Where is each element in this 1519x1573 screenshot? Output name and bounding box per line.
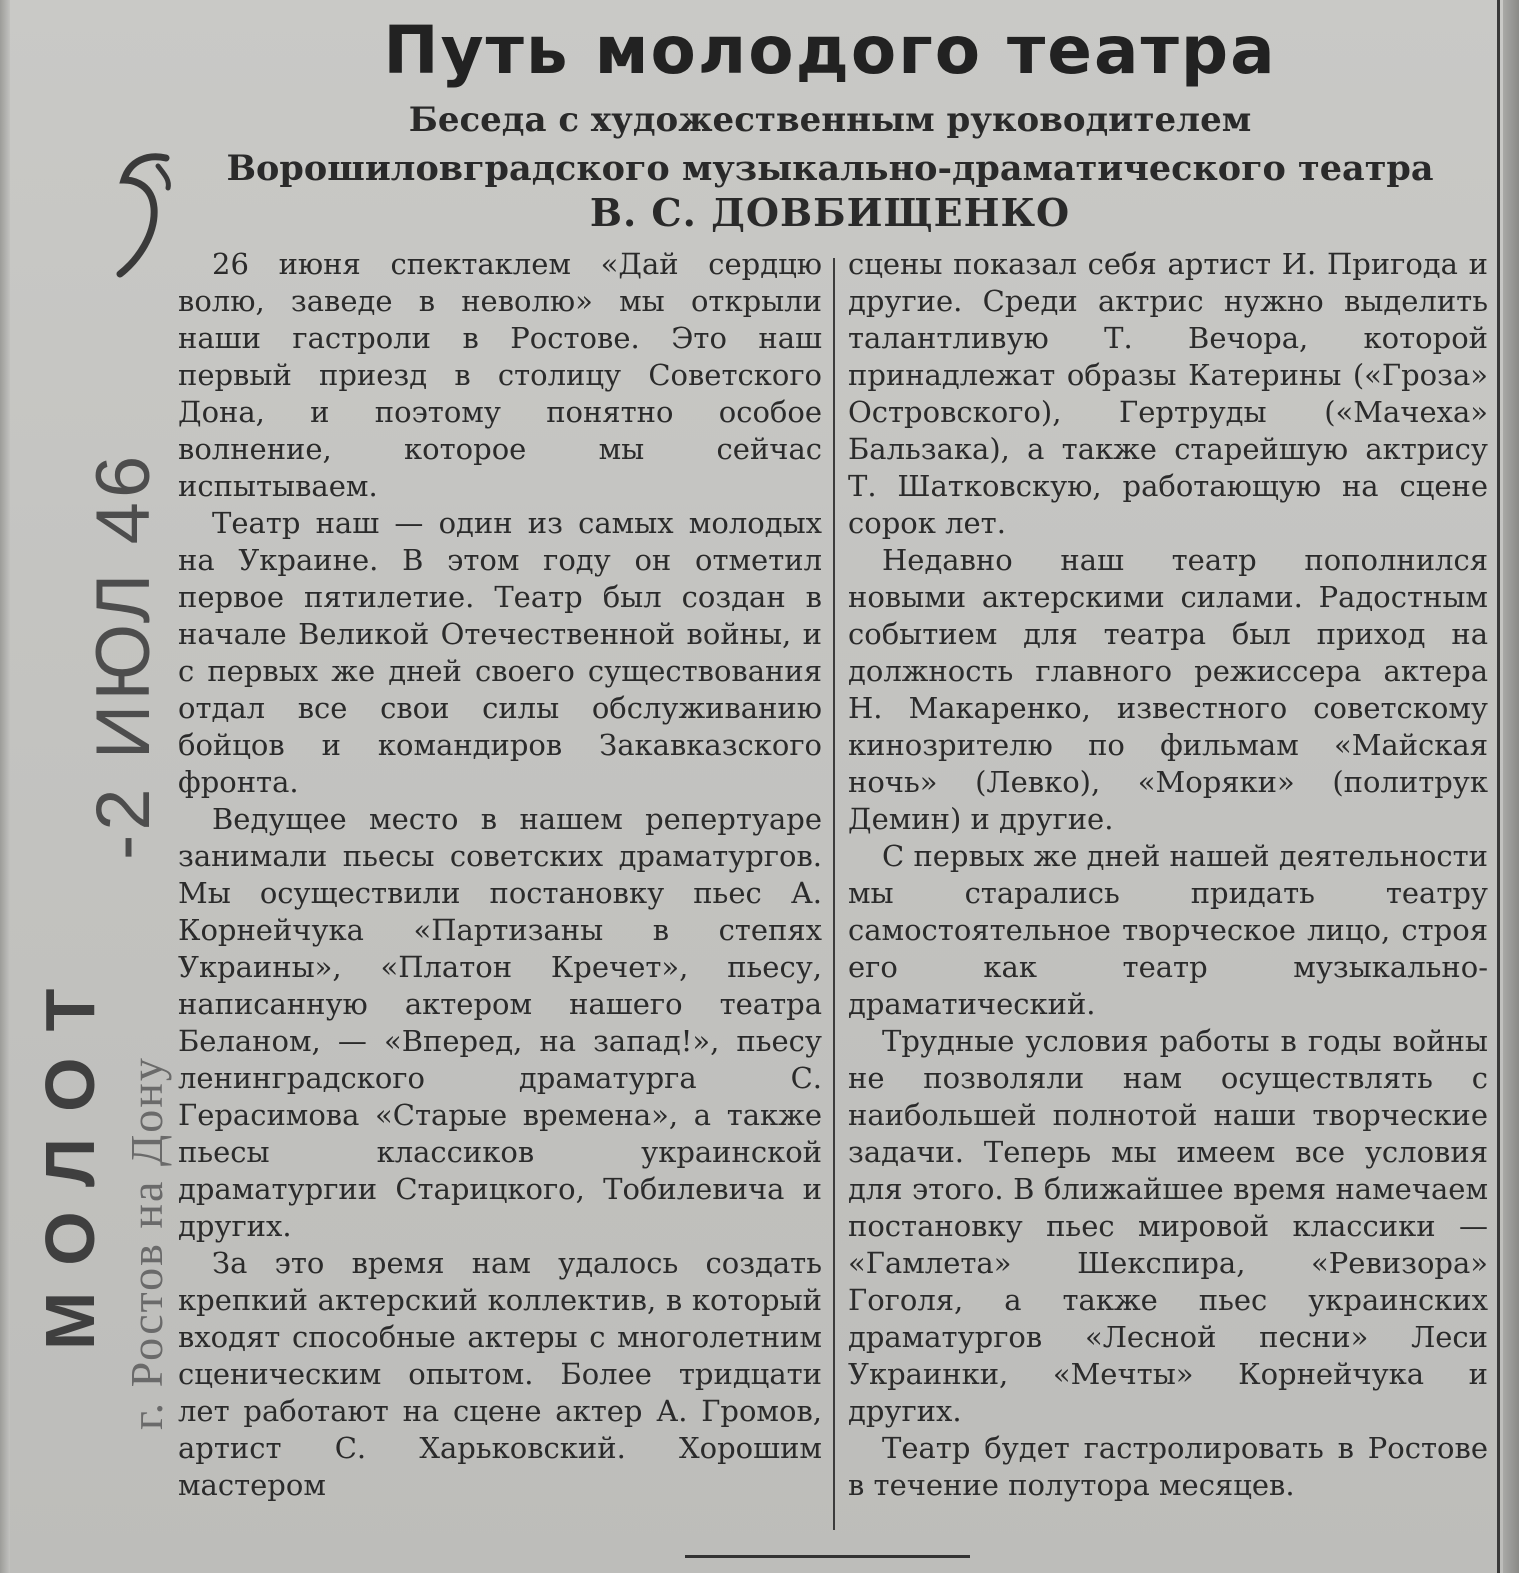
article-subhead-line1: Беседа с художественным руководителем — [408, 100, 1252, 140]
article-paragraph: Ведущее место в нашем репертуаре занимали пьесы советских драматургов. Мы осуществили постановку пьес А. Корнейчука «Партизаны в степях Украины», «Платон Кречет», пьесу, написанную актером нашего театра Беланом, — «Вперед, на запад!», пьесу ленинградского драматурга С. Герасимова «Старые времена», а также пьесы классиков украинской драматургии Старицкого, Тобилевича и других. — [178, 802, 822, 1243]
clipping-right-edge — [1503, 0, 1519, 1573]
article-paragraph: Недавно наш театр пополнился новыми актерскими силами. Радостным событием для театра был приход на должность главного режиссера актера Н. Макаренко, известного советскому кинозрителю по фильмам «Майская ночь» (Левко), «Моряки» (политрук Демин) и другие. — [848, 543, 1488, 836]
article-paragraph-continued: сцены показал себя артист И. Пригода и другие. Среди актрис нужно выделить талантливую Т. Вечора, которой принадлежат образы Катерины («Гроза» Островского), Гертруды («Мачеха» Бальзака), а также старейшую актрису Т. Шатковскую, работающую на сцене сорок лет. — [848, 247, 1488, 540]
article-author-name: В. С. ДОВБИЩЕНКО — [589, 190, 1071, 235]
article-paragraph: С первых же дней нашей деятельности мы старались придать театру самостоятельное творческое лицо, строя его как театр музыкально-драматический. — [848, 839, 1488, 1021]
clipping-left-edge — [0, 0, 10, 1573]
article-paragraph: Театр будет гастролировать в Ростове в течение полутора месяцев. — [848, 1431, 1488, 1502]
column-divider — [833, 258, 835, 1530]
archive-date-stamp: -2 ИЮЛ 46 — [81, 451, 166, 860]
article-subhead-line2: Ворошиловградского музыкально-драматического театра — [226, 148, 1434, 189]
article-paragraph: 26 июня спектаклем «Дай сердцю волю, заведе в неволю» мы открыли наши гастроли в Ростове. Это наш первый приезд в столицу Советского Дона, и поэтому понятно особое волнение, которое мы сейчас испытываем. — [178, 247, 822, 503]
article-headline: Путь молодого театра — [383, 12, 1277, 89]
article-right-column — [848, 246, 1488, 1504]
city-stamp: г. Ростов на Дону — [121, 1056, 172, 1430]
article-left-column — [178, 246, 822, 1504]
article-end-rule — [685, 1555, 970, 1558]
article-paragraph: Театр наш — один из самых молодых на Украине. В этом году он отметил первое пятилетие. Театр был создан в начале Великой Отечественной войны, и с первых же дней своего существования отдал все свои силы обслуживанию бойцов и командиров Закавказского фронта. — [178, 506, 822, 799]
article-paragraph: Трудные условия работы в годы войны не позволяли нам осуществлять с наибольшей полнотой наши творческие задачи. Теперь мы имеем все условия для этого. В ближайшее время намечаем постановку пьес мировой классики — «Гамлета» Шекспира, «Ревизора» Гоголя, а также пьес украинских драматургов «Лесной песни» Леси Украинки, «Мечты» Корнейчука и других. — [848, 1024, 1488, 1428]
clipping-border-line — [1497, 0, 1500, 1573]
article-paragraph: За это время нам удалось создать крепкий актерский коллектив, в который входят способные актеры с многолетним сценическим опытом. Более тридцати лет работают на сцене актер А. Громов, артист С. Харьковский. Хорошим мастером — [178, 1246, 822, 1502]
newspaper-name-stamp: МОЛОТ — [31, 962, 109, 1350]
